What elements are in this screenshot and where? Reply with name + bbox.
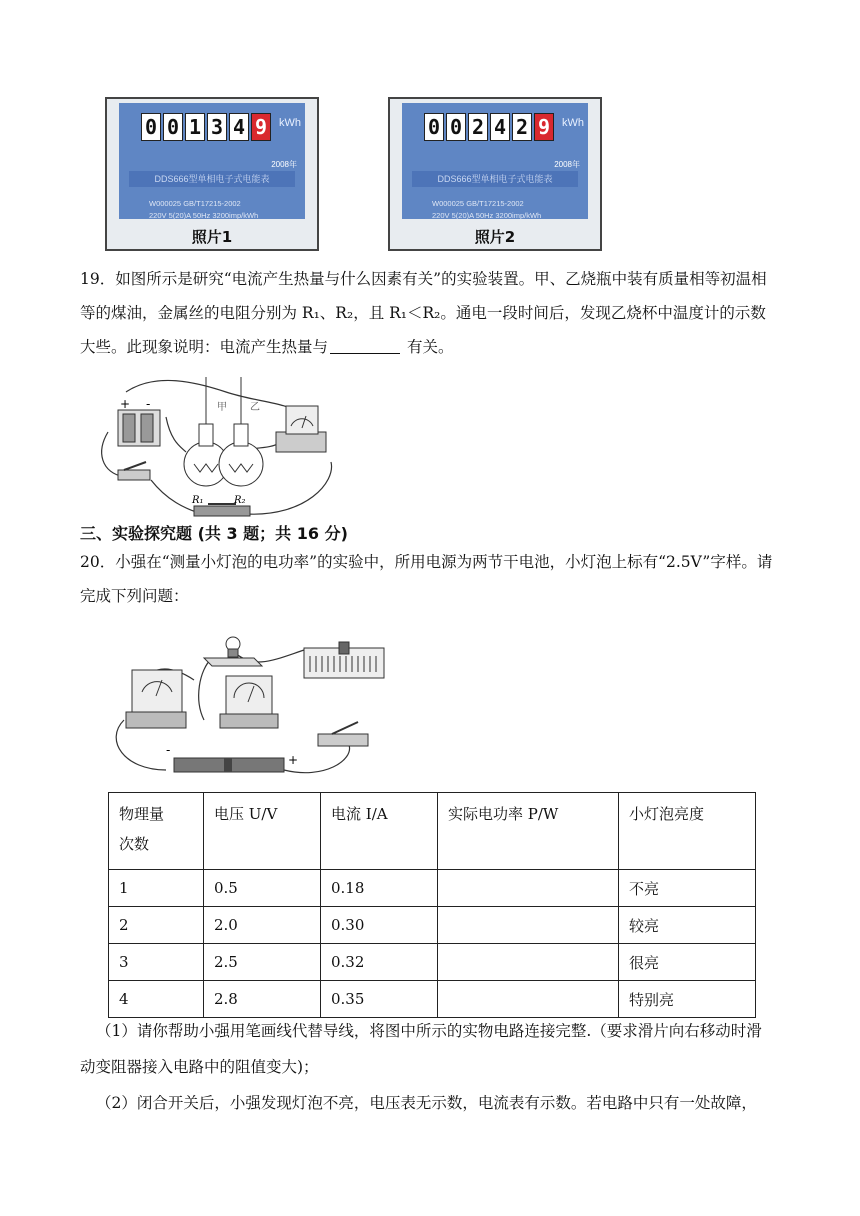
photo-caption: 照片1 <box>191 228 233 246</box>
q19-circuit-figure <box>96 372 346 520</box>
meter-digit: 0 <box>163 113 183 141</box>
cell-power[interactable] <box>438 944 619 981</box>
meter-digit: 2 <box>512 113 532 141</box>
battery-plus: + <box>288 753 299 767</box>
flask-yi-icon <box>219 377 263 486</box>
meter-decimal-digit: 9 <box>534 113 554 141</box>
header-cell <box>109 793 204 870</box>
cell-brightness: 特别亮 <box>619 981 756 1018</box>
meter-face <box>402 103 588 219</box>
voltmeter-icon <box>220 676 278 728</box>
meter-year: 2008年 <box>271 160 297 169</box>
header-cell: 电压 U/V <box>204 793 321 870</box>
switch-icon <box>318 722 368 746</box>
rheostat-icon <box>304 642 384 678</box>
meter-spec: 220V 5(20)A 50Hz 3200imp/kWh <box>149 211 259 220</box>
q19-line-2: 等的煤油，金属丝的电阻分别为 R₁、R₂，且 R₁＜R₂。通电一段时间后，发现乙烧杯中温度计的示数 <box>80 304 766 322</box>
meter-reading <box>424 113 554 141</box>
meter-spec: W000025 GB/T17215-2002 <box>432 199 524 208</box>
battery-icon <box>166 743 298 772</box>
meter-reading <box>141 113 271 141</box>
meter-photo-1 <box>105 97 319 251</box>
ammeter-icon <box>126 670 186 728</box>
label-yi: 乙 <box>250 402 260 413</box>
table-header-row <box>109 793 756 870</box>
q20-part-2-line-1: （2）闭合开关后，小强发现灯泡不亮，电压表无示数，电流表有示数。若电路中只有一处故障， <box>96 1094 757 1112</box>
q20-line-1: 20．小强在“测量小灯泡的电功率”的实验中，所用电源为两节干电池，小灯泡上标有“2.5V”字样。请 <box>80 553 773 571</box>
cell-trial: 1 <box>109 870 204 907</box>
cell-current: 0.30 <box>321 907 438 944</box>
meter-digit: 0 <box>446 113 466 141</box>
cell-current: 0.35 <box>321 981 438 1018</box>
meter-model: DDS666型单相电子式电能表 <box>129 171 295 187</box>
svg-text:-: - <box>146 397 151 411</box>
meter-digit: 3 <box>207 113 227 141</box>
switch-icon <box>118 462 150 480</box>
meter-digit: 1 <box>185 113 205 141</box>
data-table <box>108 792 756 1018</box>
q20-circuit-figure <box>104 630 404 780</box>
table-row <box>109 870 756 907</box>
cell-trial: 2 <box>109 907 204 944</box>
label-r1: R₁ <box>192 495 204 506</box>
meter-unit: kWh <box>279 117 301 129</box>
cell-brightness: 不亮 <box>619 870 756 907</box>
cell-voltage: 2.8 <box>204 981 321 1018</box>
q20-parts <box>80 1013 786 1121</box>
q19-line-3 <box>80 330 780 364</box>
q19-line-3a: 大些。此现象说明：电流产生热量与 <box>80 338 329 356</box>
label-r2: R₂ <box>234 495 246 506</box>
q19-line-3b: 有关。 <box>402 338 454 356</box>
meter-year: 2008年 <box>554 160 580 169</box>
answer-blank[interactable] <box>330 337 400 354</box>
table-row <box>109 944 756 981</box>
cell-trial: 4 <box>109 981 204 1018</box>
cell-power[interactable] <box>438 907 619 944</box>
meter-spec: W000025 GB/T17215-2002 <box>149 199 241 208</box>
cell-current: 0.32 <box>321 944 438 981</box>
cell-brightness: 较亮 <box>619 907 756 944</box>
meter-digit: 0 <box>424 113 444 141</box>
header-cell: 电流 I/A <box>321 793 438 870</box>
header-label: 次数 <box>119 835 150 853</box>
meter-photo-2 <box>388 97 602 251</box>
cell-voltage: 2.0 <box>204 907 321 944</box>
q20-part-1-line-2: 动变阻器接入电路中的阻值变大)； <box>80 1058 319 1076</box>
cell-power[interactable] <box>438 870 619 907</box>
svg-text:+: + <box>120 397 131 411</box>
meter-spec: 220V 5(20)A 50Hz 3200imp/kWh <box>432 211 542 220</box>
meter-model: DDS666型单相电子式电能表 <box>412 171 578 187</box>
header-cell: 小灯泡亮度 <box>619 793 756 870</box>
table-row <box>109 981 756 1018</box>
cell-trial: 3 <box>109 944 204 981</box>
table-row <box>109 907 756 944</box>
header-cell: 实际电功率 P/W <box>438 793 619 870</box>
ammeter-icon <box>276 406 326 452</box>
meter-digit: 2 <box>468 113 488 141</box>
meter-face <box>119 103 305 219</box>
q20-part-1-line-1: （1）请你帮助小强用笔画线代替导线，将图中所示的实物电路连接完整.（要求滑片向右移动时滑 <box>96 1022 762 1040</box>
battery-minus: - <box>166 743 171 757</box>
cell-voltage: 2.5 <box>204 944 321 981</box>
meter-unit: kWh <box>562 117 584 129</box>
meter-digit: 0 <box>141 113 161 141</box>
lamp-icon <box>204 637 262 666</box>
q19-line-1: 19．如图所示是研究“电流产生热量与什么因素有关”的实验装置。甲、乙烧瓶中装有质量相等初温相 <box>80 270 767 288</box>
q20-line-2: 完成下列问题： <box>80 587 189 605</box>
battery-icon <box>118 397 160 446</box>
cell-power[interactable] <box>438 981 619 1018</box>
section-heading: 三、实验探究题 (共 3 题；共 16 分) <box>80 524 348 543</box>
meter-decimal-digit: 9 <box>251 113 271 141</box>
q19-text <box>80 262 780 364</box>
photo-caption: 照片2 <box>474 228 516 246</box>
cell-brightness: 很亮 <box>619 944 756 981</box>
q20-text <box>80 545 780 613</box>
cell-current: 0.18 <box>321 870 438 907</box>
meter-digit: 4 <box>490 113 510 141</box>
label-jia: 甲 <box>217 402 227 413</box>
rheostat-icon <box>194 504 250 516</box>
cell-voltage: 0.5 <box>204 870 321 907</box>
header-label: 物理量 <box>119 805 165 823</box>
meter-digit: 4 <box>229 113 249 141</box>
